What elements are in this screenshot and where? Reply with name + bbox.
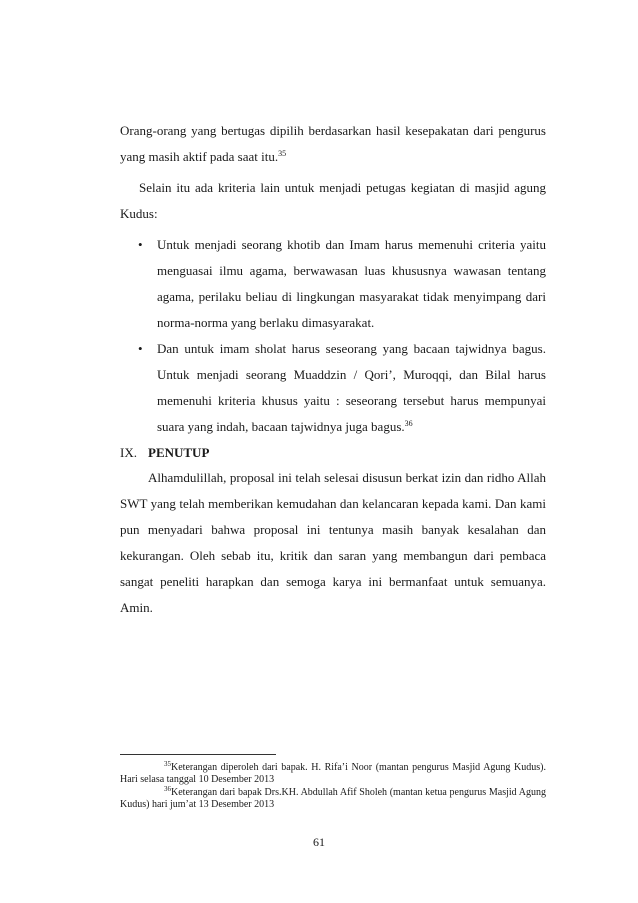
bullet-icon: •	[138, 237, 143, 252]
criteria-list	[120, 232, 546, 440]
footnote-text: Keterangan diperoleh dari bapak. H. Rifa’i Noor (mantan pengurus Masjid Agung Kudus). Hari selasa tanggal 10 Desember 2013	[120, 762, 546, 785]
paragraph-officers-selection	[120, 118, 546, 170]
list-item	[120, 336, 546, 440]
list-item-text: Dan untuk imam sholat harus seseorang yang bacaan tajwidnya bagus. Untuk menjadi seorang Muaddzin / Qori’, Muroqqi, dan Bilal harus memenuhi kriteria khusus yaitu : seseorang tersebut harus mempunyai suara yang indah, bacaan tajwidnya juga bagus.	[157, 341, 546, 434]
footnote-divider	[120, 754, 276, 755]
paragraph-other-criteria: Selain itu ada kriteria lain untuk menjadi petugas kegiatan di masjid agung Kudus:	[120, 180, 546, 221]
section-heading	[120, 440, 209, 466]
list-item-text: Untuk menjadi seorang khotib dan Imam harus memenuhi criteria yaitu menguasai ilmu agama, berwawasan luas khususnya wawasan tentang agama, perilaku beliau di lingkungan masyarakat tidak menyimpang dari norma-norma yang berlaku dimasyarakat.	[157, 237, 546, 330]
list-item	[120, 232, 546, 336]
page-number: 61	[313, 835, 325, 849]
bullet-icon: •	[138, 341, 143, 356]
footnote-ref[interactable]: 36	[404, 419, 413, 428]
paragraph-text: Orang-orang yang bertugas dipilih berdasarkan hasil kesepakatan dari pengurus yang masih aktif pada saat itu.	[120, 123, 546, 164]
footnote-number: 36	[164, 785, 171, 793]
footnote	[120, 787, 546, 811]
footnote-text: Keterangan dari bapak Drs.KH. Abdullah Afif Sholeh (mantan ketua pengurus Masjid Agung Kudus) hari jum’at 13 Desember 2013	[120, 787, 546, 810]
closing-paragraph: Alhamdulillah, proposal ini telah selesai disusun berkat izin dan ridho Allah SWT yang telah memberikan kemudahan dan kelancaran kepada kami. Dan kami pun menyadari bahwa proposal ini tentunya masih banyak kesalahan dan kekurangan. Oleh sebab itu, kritik dan saran yang membangun dari pembaca sangat peneliti harapkan dan semoga karya ini bermanfaat untuk semuanya. Amin.	[120, 470, 546, 615]
footnote-number: 35	[164, 760, 171, 768]
footnote	[120, 762, 546, 786]
footnote-ref[interactable]: 35	[278, 149, 287, 158]
section-title: PENUTUP	[148, 445, 210, 460]
section-number: IX.	[120, 445, 137, 460]
